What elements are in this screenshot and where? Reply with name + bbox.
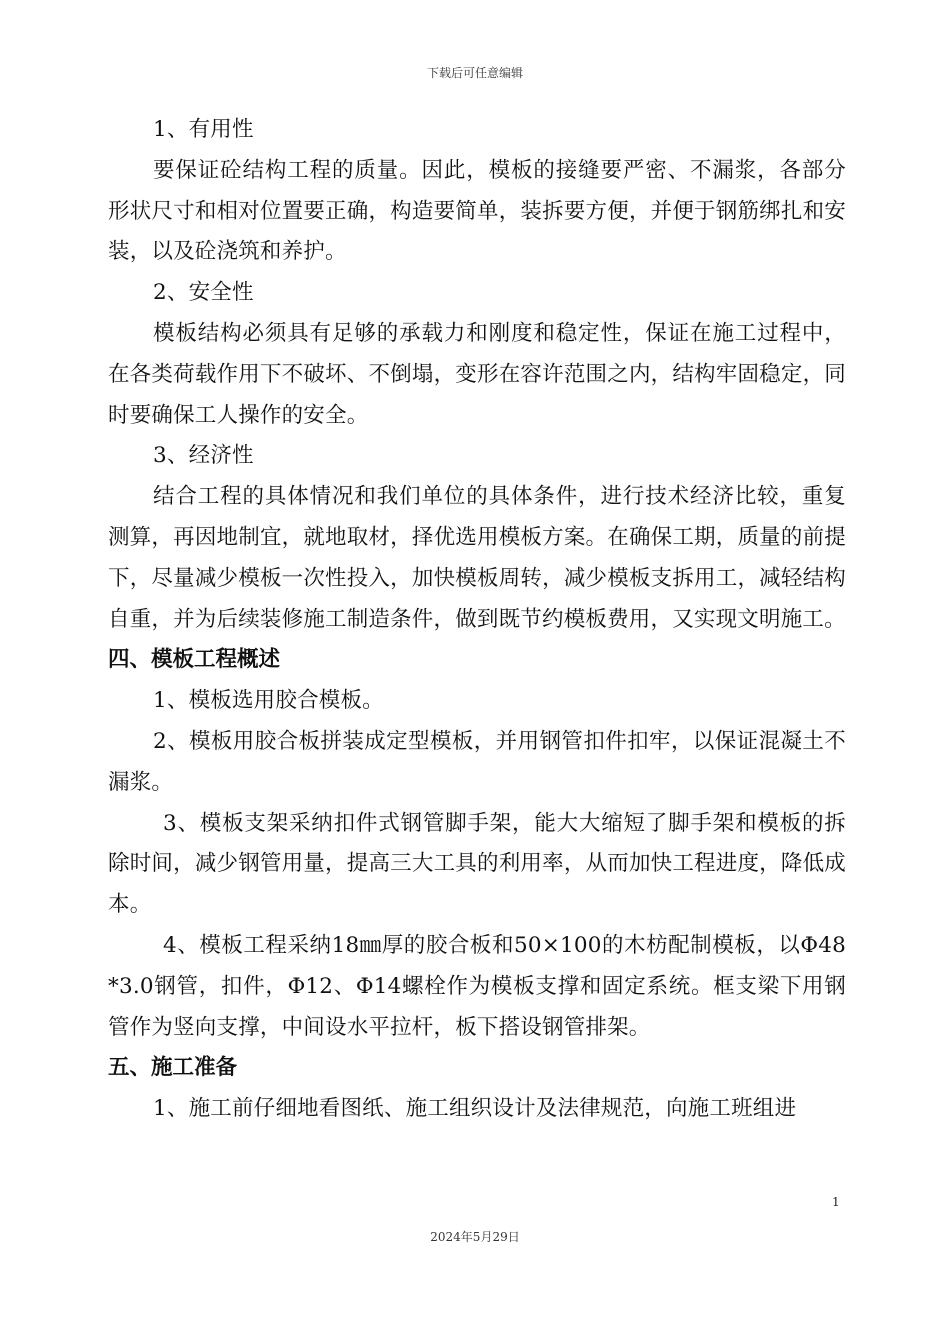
paragraph-prep-1: 1、施工前仔细地看图纸、施工组织设计及法律规范，向施工班组进	[153, 1096, 797, 1122]
document-body	[108, 110, 846, 1130]
list-item-economy: 3、经济性	[153, 443, 254, 469]
paragraph-overview-1: 1、模板选用胶合模板。	[153, 688, 384, 714]
list-item-usability: 1、有用性	[153, 117, 254, 142]
section-heading-5: 五、施工准备	[108, 1055, 238, 1081]
section-heading-4: 四、模板工程概述	[108, 647, 281, 673]
paragraph-overview-4: 4、模板工程采纳18㎜厚的胶合板和50×100的木枋配制模板，以Φ48*3.0钢管，扣件，Φ12、Φ14螺栓作为模板支撑和固定系统。框支梁下用钢管作为竖向支撑，中间设水平拉杆，板下搭设钢管排架。	[108, 932, 846, 1040]
list-item-safety: 2、安全性	[153, 280, 254, 306]
page-footer-date: 2024年5月29日	[430, 1230, 520, 1244]
paragraph-economy: 结合工程的具体情况和我们单位的具体条件，进行技术经济比较，重复测算，再因地制宜，就地取材，择优选用模板方案。在确保工期，质量的前提下，尽量减少模板一次性投入，加快模板周转，减少模板支拆用工，减轻结构自重，并为后续装修施工制造条件，做到既节约模板费用，又实现文明施工。	[108, 484, 846, 632]
page-number: 1	[832, 1195, 840, 1209]
paragraph-overview-3: 3、模板支架采纳扣件式钢管脚手架，能大大缩短了脚手架和模板的拆除时间，减少钢管用量，提高三大工具的利用率，从而加快工程进度，降低成本。	[108, 810, 846, 918]
page-header: 下载后可任意编辑	[426, 66, 523, 80]
paragraph-usability: 要保证砼结构工程的质量。因此，模板的接缝要严密、不漏浆，各部分形状尺寸和相对位置要正确，构造要简单，装拆要方便，并便于钢筋绑扎和安装，以及砼浇筑和养护。	[108, 157, 846, 265]
paragraph-overview-2: 2、模板用胶合板拼装成定型模板，并用钢管扣件扣牢，以保证混凝土不漏浆。	[108, 728, 846, 795]
paragraph-safety: 模板结构必须具有足够的承载力和刚度和稳定性，保证在施工过程中，在各类荷载作用下不破坏、不倒塌，变形在容许范围之内，结构牢固稳定，同时要确保工人操作的安全。	[108, 320, 846, 428]
